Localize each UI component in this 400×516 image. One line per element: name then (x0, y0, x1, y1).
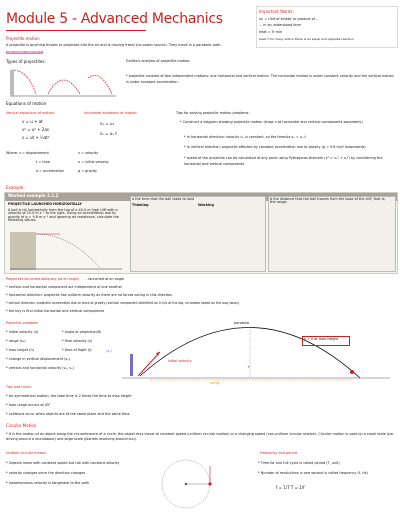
key-line: hu = Unit of kinetic or product of ... (259, 17, 320, 21)
variable: * angle of projection(θ) (62, 330, 102, 334)
cliff-diagram (10, 228, 122, 270)
variable: * max height (h) (6, 348, 34, 352)
label-max-height: v = 0 at max height (304, 337, 338, 341)
label-range: range (210, 381, 220, 385)
oblique-line: * vertical direction: projectile accelerates due to force of gravity (vertical component identified as 0 m/s at the top, increases speed on the way down) (6, 301, 240, 305)
frequency-heading: Frequency and period (260, 451, 297, 455)
variable: * vertical and horizontal velocity (vₓ, vᵧ) (6, 366, 74, 370)
circular-definition: * It is the motion of an object along the circumference of a circle; the object may travel at constant speed (uniform circular motion) or a changing speed (non-uniform circular motion). Circular motion is used on a small scale (car driving around a roundabout) and large scale (planets revolving around sun). (6, 432, 394, 442)
col-working: Working (198, 203, 214, 207)
problem-b: b the distance that the ball travels from the base of the cliff, that is, the range. (270, 197, 386, 205)
label-initial-velocity: initial velocity (168, 359, 192, 363)
frequency-line: * Time for one full cycle is called period (T, unit) (258, 461, 340, 465)
equations-heading: Equations of motion (6, 101, 47, 106)
oblique-note: - launched at an angle (86, 277, 125, 281)
equation: v² = u² + 2as (22, 127, 49, 132)
projectile-types-sketch (8, 64, 118, 98)
label-h: h (248, 365, 251, 369)
types-heading: Types of projectiles: (6, 59, 46, 64)
worked-example-title: Worked example 2.1.2 (8, 193, 59, 198)
solution-table-b (268, 196, 396, 272)
title-underline (6, 30, 146, 31)
key-heading: Important Words: (259, 9, 294, 14)
key-line: heat = Tr min (259, 30, 283, 34)
oblique-line: * the key is find initial horizontal and vertical components (6, 309, 105, 313)
horizontal-equations-heading: Horizontal equations of motion: (84, 111, 138, 115)
variable: * change in vertical displacement (sᵧ) (6, 357, 70, 361)
key-line: ... in an understood form (259, 23, 302, 27)
ucm-heading: Uniform circular motion (6, 451, 47, 455)
key-line: heat = for many action there is an equal and opposite reaction (259, 37, 354, 41)
equation: s = ut + ½at² (22, 135, 50, 140)
projectile-definition: A projectile is anything thrown or projected into the air and is moving freely (no power source). They move in a parabolic path. (6, 43, 222, 47)
tip-item: * In horizontal direction: velocity uₓ is constant, so the formula sₓ = uₓ t (184, 135, 306, 139)
variables-heading: Projectile variables (6, 321, 39, 325)
vertical-equations-heading: Vertical equations of motion: (6, 111, 55, 115)
section-heading: Projectile motion (6, 36, 40, 41)
tips-tricks-item: * for symmetrical motion, the total time is 2 times the time to max height (6, 394, 132, 398)
oblique-line: * horizontal direction: projectile has uniform velocity as there are no forces acting in this direction (6, 293, 173, 297)
page-title: Module 5 - Advanced Mechanics (6, 11, 223, 27)
tip-item: * In vertical direction: projectile affected by constant acceleration due to gravity (g = 9.8 m/s² downwards) (184, 145, 366, 149)
circular-heading: Circular Motion (6, 423, 37, 428)
equation: v = u + at (22, 119, 43, 124)
galileo-heading: Galileo's analysis of projectile motion: (126, 59, 191, 63)
frequency-formula: f = 1/T T = 1/f (276, 485, 305, 490)
worked-example-problem: A ball is hit horizontally from the top of a 40.0 m high cliff with a velocity of 25.0 m s⁻¹ to the right. Using an acceleration due to gravity of g = 9.8 m s⁻² and ignoring air resistance, calculate the following values. (8, 208, 119, 223)
where-item: u = initial velocity (78, 160, 109, 164)
ucm-line: * Objects move with constant speed but not with constant velocity (6, 461, 120, 465)
label-parabola: parabola (234, 321, 249, 325)
oblique-line: * vertical and horizontal component act independent of one another (6, 285, 123, 289)
ucm-line: * velocity changes since the direction changes (6, 471, 86, 475)
col-thinking: Thinking (132, 203, 149, 207)
tip-item: * Construct a diagram showing projectile motion (show u at horizontal and vertical components separately) (180, 120, 363, 124)
variable: * initial velocity (u) (6, 330, 39, 334)
where-item: v = velocity (78, 151, 99, 155)
tips-tricks-item: * collisions occur when objects are at the same place and the same time (6, 412, 130, 416)
variable: * final velocity (v) (62, 339, 93, 343)
variable: * range (sₓ) (6, 339, 26, 343)
where-item: a = acceleration (36, 169, 64, 173)
label-sy: (sᵧ) (106, 349, 112, 353)
tip-item: * speed of the projectile can be calculated at any point using Pythagoras theorem (v² = vₓ² + vᵧ²) by considering the horizontal and vertical components (184, 156, 383, 166)
worked-example-subtitle: PROJECTILE LAUNCHED HORIZONTALLY (8, 202, 82, 206)
equation: sₓ = uₓ t (100, 131, 117, 136)
equation: vₓ = uₓ (100, 121, 115, 126)
analysis-text: * projectile consists of two independent motions: one horizontal and vertical motion. The horizontal motion is under constant velocity and the vertical motion is under constant acceleration. (126, 74, 394, 85)
example-heading: Example: (6, 185, 25, 190)
tips-tricks-item: * max range occurs at 45° (6, 403, 51, 407)
where-item: g = gravity (78, 169, 98, 173)
projectile-parabola-diagram (120, 318, 396, 390)
where-item: t = time (36, 160, 50, 164)
ucm-line: * instantaneous velocity is tangential to the path (6, 481, 90, 485)
highlight-note: non-linear trajectory (7, 50, 42, 54)
variable: * time of flight (t) (62, 348, 92, 352)
frequency-line: * Number of revolutions in one second is called frequency (f, Hz) (258, 471, 368, 475)
circular-motion-diagram (154, 456, 218, 512)
oblique-heading: Projectiles launched obliquely (at an angle) (6, 277, 80, 281)
tips-tricks-heading: Tips and tricks: (6, 385, 32, 389)
tips-heading: Tips for solving projectile motion problems: (176, 111, 250, 115)
where-item: Where: s = displacement (6, 151, 49, 155)
problem-a: a the time that the ball takes to land (132, 197, 195, 201)
